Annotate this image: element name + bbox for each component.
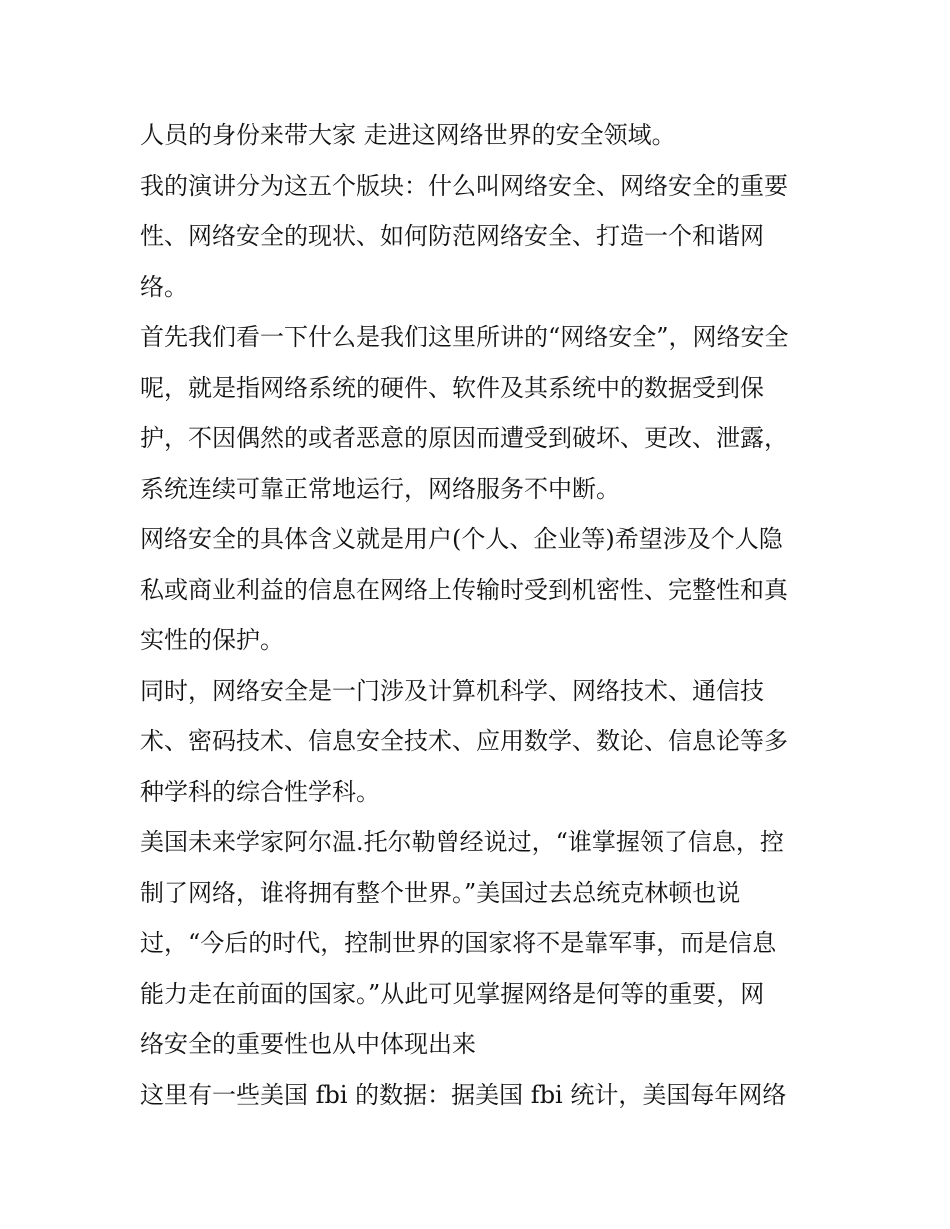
text-line: 制了网络，谁将拥有整个世界。”美国过去总统克林顿也说 — [140, 878, 741, 907]
paragraph-2 — [140, 161, 820, 313]
paragraph-5 — [140, 666, 820, 818]
text-line: 络安全的重要性也从中体现出来 — [140, 1030, 476, 1058]
document-body — [140, 110, 820, 1120]
text-line: 网络安全的具体含义就是用户(个人、企业等)希望涉及个人隐 — [140, 525, 783, 553]
paragraph-7 — [140, 1070, 820, 1121]
text-line: 络。 — [140, 272, 188, 301]
text-line: 同时，网络安全是一门涉及计算机科学、网络技术、通信技 — [140, 676, 764, 705]
paragraph-6 — [140, 817, 820, 1070]
text-line: 过，“今后的时代，控制世界的国家将不是靠军事，而是信息 — [140, 929, 777, 957]
text-line: 种学科的综合性学科。 — [140, 777, 380, 806]
text-line: 护，不因偶然的或者恶意的原因而遭受到破坏、更改、泄露， — [140, 424, 788, 452]
text-line: 系统连续可靠正常地运行，网络服务不中断。 — [140, 474, 620, 503]
paragraph-1 — [140, 110, 820, 161]
text-line: 美国未来学家阿尔温.托尔勒曾经说过，“谁掌握领了信息，控 — [140, 828, 784, 856]
text-line: 这里有一些美国 fbi 的数据：据美国 fbi 统计，美国每年网络 — [140, 1080, 787, 1109]
text-line: 人员的身份来带大家 走进这网络世界的安全领域。 — [140, 121, 676, 149]
text-line: 能力走在前面的国家。”从此可见掌握网络是何等的重要，网 — [140, 979, 765, 1008]
text-line: 性、网络安全的现状、如何防范网络安全、打造一个和谐网 — [140, 222, 764, 250]
text-line: 术、密码技术、信息安全技术、应用数学、数论、信息论等多 — [140, 727, 788, 755]
text-line: 私或商业利益的信息在网络上传输时受到机密性、完整性和真 — [140, 575, 788, 604]
text-line: 呢，就是指网络系统的硬件、软件及其系统中的数据受到保 — [140, 373, 764, 402]
text-line: 我的演讲分为这五个版块：什么叫网络安全、网络安全的重要 — [140, 171, 788, 200]
text-line: 首先我们看一下什么是我们这里所讲的“网络安全”，网络安全 — [140, 323, 789, 351]
paragraph-4 — [140, 514, 820, 666]
paragraph-3 — [140, 312, 820, 514]
text-line: 实性的保护。 — [140, 626, 284, 654]
